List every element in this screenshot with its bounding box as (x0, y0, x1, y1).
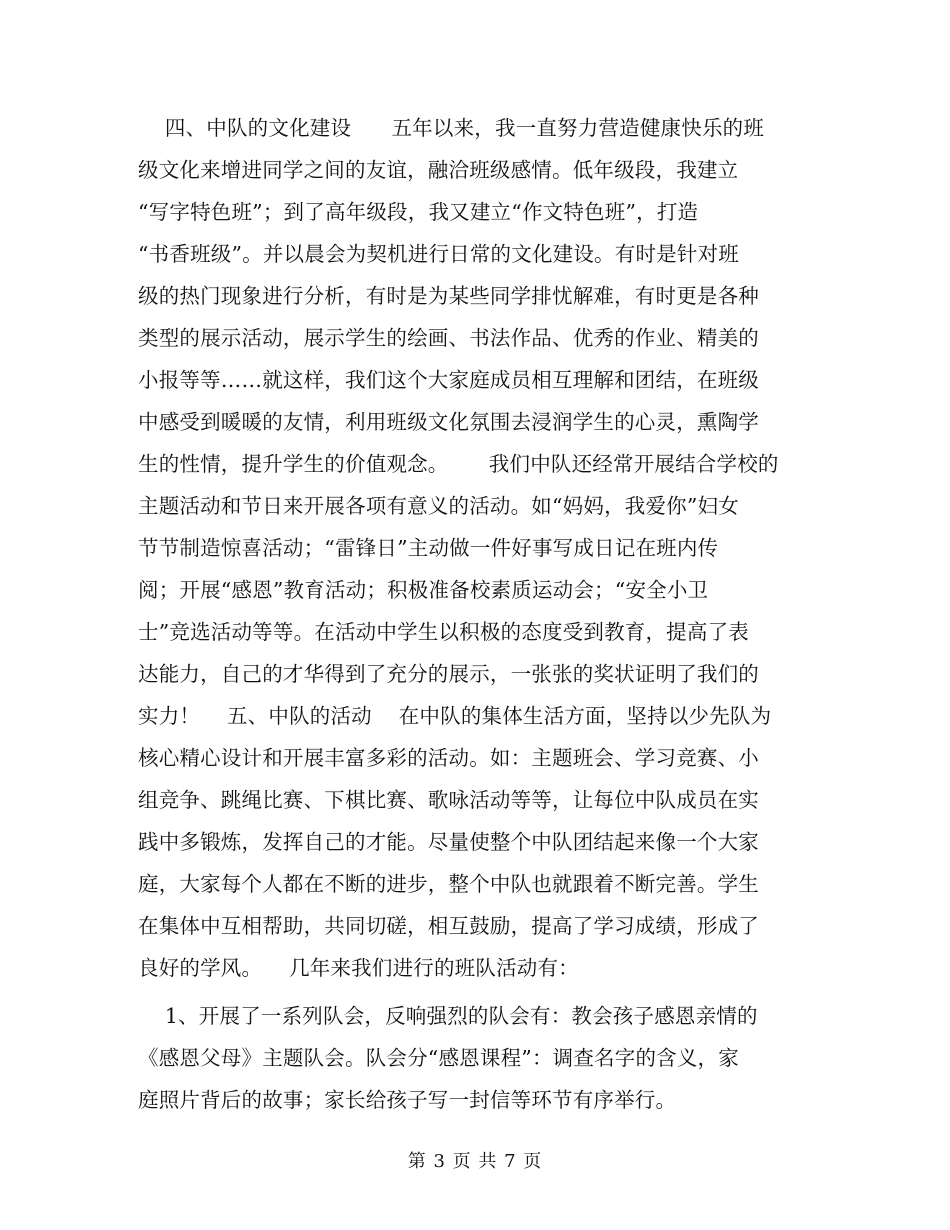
body-line-7: 小报等等……就这样，我们这个大家庭成员相互理解和团结，在班级 (138, 368, 759, 392)
body-line-9: 生的性情，提升学生的价值观念。 我们中队还经常开展结合学校的 (138, 452, 779, 476)
body-line-20: 在集体中互相帮助，共同切磋，相互鼓励，提高了学习成绩，形成了 (138, 914, 759, 938)
body-line-15: 实力！ 五、中队的活动 在中队的集体生活方面，坚持以少先队为 (138, 704, 772, 728)
body-line-8: 中感受到暖暖的友情，利用班级文化氛围去浸润学生的心灵，熏陶学 (138, 410, 759, 434)
body-line-3: “写字特色班”；到了高年级段，我又建立“作文特色班”，打造 (138, 200, 699, 224)
body-line-4: “书香班级”。并以晨会为契机进行日常的文化建设。有时是针对班 (138, 242, 739, 266)
body-line-24: 庭照片背后的故事；家长给孩子写一封信等环节有序举行。 (138, 1088, 677, 1112)
body-line-23: 《感恩父母》主题队会。队会分“感恩课程”：调查名字的含义，家 (138, 1046, 739, 1070)
body-line-11: 节节制造惊喜活动；“雷锋日”主动做一件好事写成日记在班内传 (138, 536, 719, 560)
body-line-6: 类型的展示活动，展示学生的绘画、书法作品、优秀的作业、精美的 (138, 326, 759, 350)
body-line-22: 1、开展了一系列队会，反响强烈的队会有：教会孩子感恩亲情的 (138, 1004, 758, 1028)
body-line-13: 士”竞选活动等等。在活动中学生以积极的态度受到教育，提高了表 (138, 620, 749, 644)
body-line-1: 四、中队的文化建设 五年以来，我一直努力营造健康快乐的班 (138, 116, 765, 140)
body-line-16: 核心精心设计和开展丰富多彩的活动。如：主题班会、学习竞赛、小 (138, 746, 759, 770)
body-line-5: 级的热门现象进行分析，有时是为某些同学排忧解难，有时更是各种 (138, 284, 759, 308)
body-line-21: 良好的学风。 几年来我们进行的班队活动有： (138, 956, 579, 980)
body-line-14: 达能力，自己的才华得到了充分的展示，一张张的奖状证明了我们的 (138, 662, 759, 686)
body-line-19: 庭，大家每个人都在不断的进步，整个中队也就跟着不断完善。学生 (138, 872, 759, 896)
body-line-18: 践中多锻炼，发挥自己的才能。尽量使整个中队团结起来像一个大家 (138, 830, 759, 854)
body-line-17: 组竞争、跳绳比赛、下棋比赛、歌咏活动等等，让每位中队成员在实 (138, 788, 759, 812)
body-line-12: 阅；开展“感恩”教育活动；积极准备校素质运动会；“安全小卫 (138, 578, 709, 602)
body-line-2: 级文化来增进同学之间的友谊，融洽班级感情。低年级段，我建立 (138, 158, 739, 182)
body-line-10: 主题活动和节日来开展各项有意义的活动。如“妈妈，我爱你”妇女 (138, 494, 739, 518)
page-number-footer: 第 3 页 共 7 页 (407, 1151, 543, 1172)
